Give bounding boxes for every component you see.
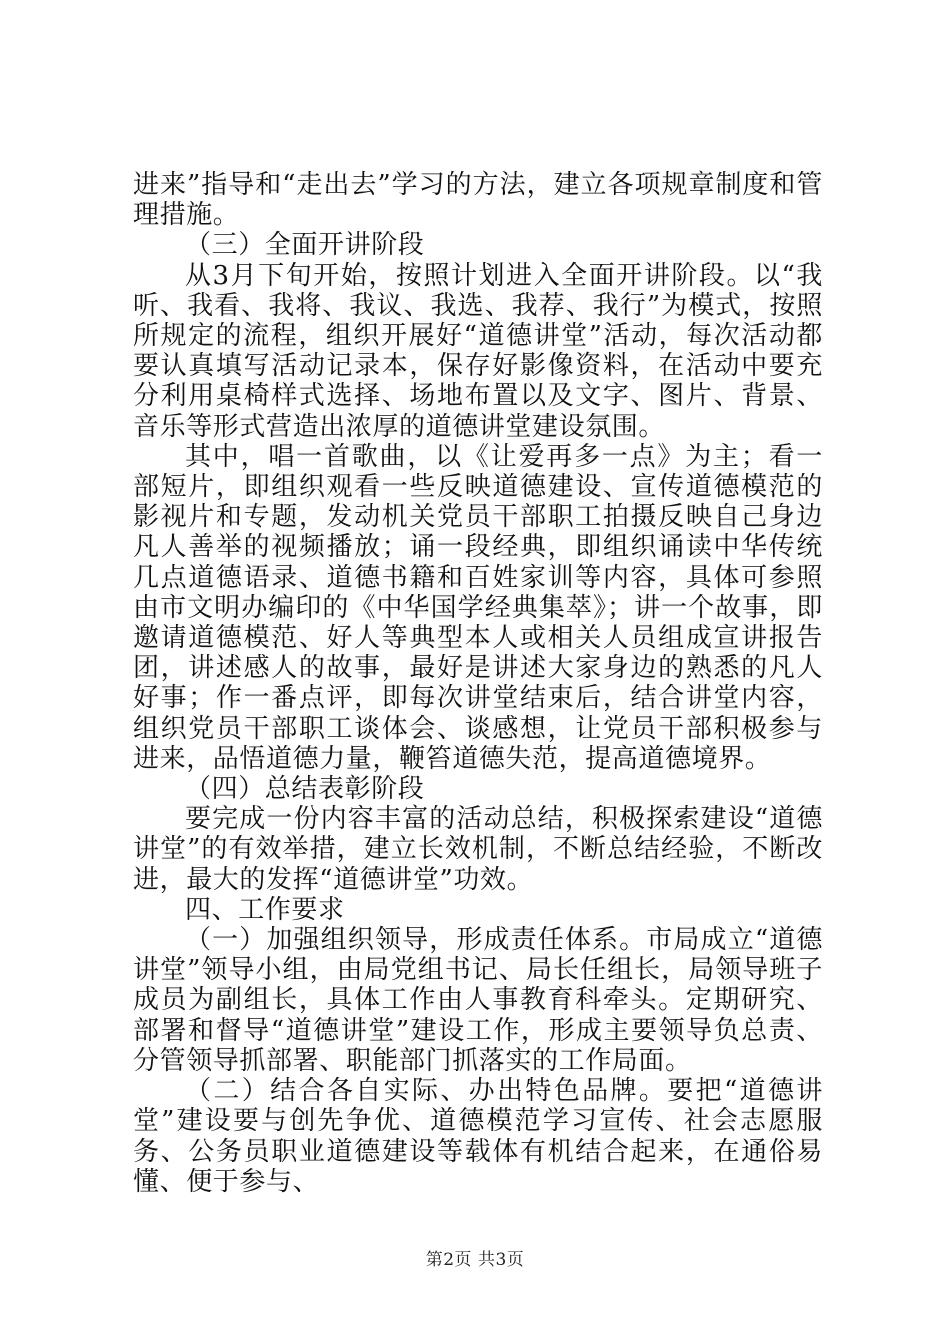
paragraph-continuation: 进来”指导和“走出去”学习的方法，建立各项规章制度和管理措施。 (133, 170, 823, 231)
paragraph-activity-details: 其中，唱一首歌曲，以《让爱再多一点》为主；看一部短片，即组织观看一些反映道德建设、宣传道德模范的影视片和专题，发动机关党员干部职工拍摄反映自己身边凡人善举的视频播放；诵一段经典，即组织诵读中华传统几点道德语录、道德书籍和百姓家训等内容，具体可参照由市文明办编印的《中华国学经典集萃》；讲一个故事，即邀请道德模范、好人等典型本人或相关人员组成宣讲报告团，讲述感人的故事，最好是讲述大家身边的熟悉的凡人好事；作一番点评，即每次讲堂结束后，结合讲堂内容，组织党员干部职工谈体会、谈感想，让党员干部积极参与进来，品悟道德力量，鞭笞道德失范，提高道德境界。 (133, 441, 823, 774)
paragraph-phase-3-intro: 从3月下旬开始，按照计划进入全面开讲阶段。以“我听、我看、我将、我议、我选、我荐、我行”为模式，按照所规定的流程，组织开展好“道德讲堂”活动，每次活动都要认真填写活动记录本，保存好影像资料，在活动中要充分利用桌椅样式选择、场地布置以及文字、图片、背景、音乐等形式营造出浓厚的道德讲堂建设氛围。 (133, 260, 823, 442)
section-heading-work-requirements: 四、工作要求 (185, 894, 345, 925)
section-heading-phase-3: （三）全面开讲阶段 (185, 230, 425, 261)
page-number-footer: 第2页 共3页 (425, 1250, 525, 1270)
paragraph-requirement-2: （二）结合各自实际、办出特色品牌。要把“道德讲堂”建设要与创先争优、道德模范学习宣传、社会志愿服务、公务员职业道德建设等载体有机结合起来，在通俗易懂、便于参与、 (133, 1076, 823, 1197)
paragraph-phase-4: 要完成一份内容丰富的活动总结，积极探索建设“道德讲堂”的有效举措，建立长效机制，不断总结经验，不断改进，最大的发挥“道德讲堂”功效。 (133, 804, 823, 895)
paragraph-requirement-1: （一）加强组织领导，形成责任体系。市局成立“道德讲堂”领导小组，由局党组书记、局长任组长，局领导班子成员为副组长，具体工作由人事教育科牵头。定期研究、部署和督导“道德讲堂”建设工作，形成主要领导负总责、分管领导抓部署、职能部门抓落实的工作局面。 (133, 925, 823, 1076)
section-heading-phase-4: （四）总结表彰阶段 (185, 774, 425, 805)
document-body (133, 170, 823, 1197)
